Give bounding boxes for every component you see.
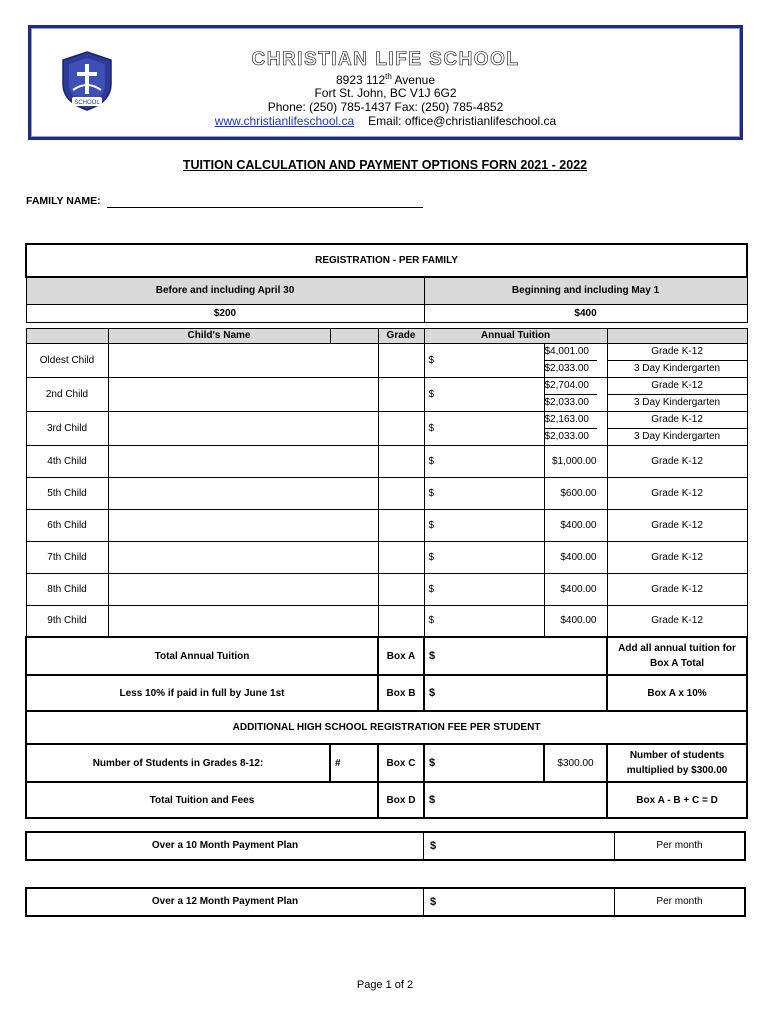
tuition-amount: $400.00 <box>544 541 607 573</box>
table-row <box>26 477 747 509</box>
tuition-amount: $400.00 <box>544 573 607 605</box>
website-link[interactable]: www.christianlifeschool.ca <box>214 114 355 128</box>
child-grade-input[interactable] <box>378 411 424 445</box>
child-name-input[interactable] <box>108 411 378 445</box>
plan-label: Over a 12 Month Payment Plan <box>27 889 424 915</box>
child-name-input[interactable] <box>108 377 378 411</box>
plan-label: Over a 10 Month Payment Plan <box>27 833 424 859</box>
tuition-input[interactable]: $ <box>424 509 544 541</box>
table-row <box>26 377 747 411</box>
box-c-note: Number of students multiplied by $300.00 <box>607 744 747 782</box>
child-name-input[interactable] <box>108 573 378 605</box>
tuition-input[interactable]: $ <box>424 477 544 509</box>
tuition-amount: $1,000.00 <box>544 445 607 477</box>
table-row <box>26 573 747 605</box>
child-label: 5th Child <box>26 477 108 509</box>
registration-title: REGISTRATION - PER FAMILY <box>26 244 747 277</box>
grade-type: Grade K-12 <box>607 445 747 477</box>
child-name-input[interactable] <box>108 541 378 573</box>
child-grade-input[interactable] <box>378 343 424 377</box>
high-school-fee-title: ADDITIONAL HIGH SCHOOL REGISTRATION FEE PER STUDENT <box>26 711 747 744</box>
child-grade-input[interactable] <box>378 509 424 541</box>
school-name: CHRISTIAN LIFE SCHOOL <box>251 49 520 70</box>
grade-type: 3 Day Kindergarten <box>633 362 721 374</box>
child-grade-input[interactable] <box>378 445 424 477</box>
tuition-amount: $2,033.00 <box>544 430 589 442</box>
table-row <box>26 541 747 573</box>
tuition-input[interactable]: $ <box>424 573 544 605</box>
child-name-input[interactable] <box>108 343 378 377</box>
child-name-input[interactable] <box>108 605 378 637</box>
table-row <box>26 675 747 711</box>
tuition-amount: $2,163.00 <box>545 412 597 429</box>
box-a-note: Add all annual tuition for Box A Total <box>607 637 747 675</box>
tuition-amount: $400.00 <box>544 509 607 541</box>
child-grade-input[interactable] <box>378 573 424 605</box>
child-name-input[interactable] <box>108 445 378 477</box>
email-text: Email: office@christianlifeschool.ca <box>368 114 557 128</box>
tuition-amount: $4,001.00 <box>545 344 597 361</box>
discount-label: Less 10% if paid in full by June 1st <box>26 675 378 711</box>
payment-plan-12-month <box>25 887 746 917</box>
grade-header: Grade <box>378 328 424 343</box>
grade-type: Grade K-12 <box>607 509 747 541</box>
box-c-input[interactable]: $ <box>424 744 544 782</box>
box-b-label: Box B <box>378 675 424 711</box>
child-grade-input[interactable] <box>378 541 424 573</box>
box-b-input[interactable]: $ <box>424 675 607 711</box>
family-name-label: FAMILY NAME: <box>26 195 101 207</box>
child-name-input[interactable] <box>108 509 378 541</box>
plan-amount-input[interactable]: $ <box>430 896 437 908</box>
document-title: TUITION CALCULATION AND PAYMENT OPTIONS FORN 2021 - 2022 <box>182 158 588 172</box>
beginning-may-amount: $400 <box>424 304 747 322</box>
annual-tuition-header: Annual Tuition <box>424 328 607 343</box>
grade-type: Grade K-12 <box>608 344 747 361</box>
students-grades-label: Number of Students in Grades 8-12: <box>26 744 330 782</box>
child-label: 4th Child <box>26 445 108 477</box>
tuition-table <box>25 243 748 819</box>
table-row <box>26 605 747 637</box>
child-label: 6th Child <box>26 509 108 541</box>
child-grade-input[interactable] <box>378 377 424 411</box>
table-row <box>26 782 747 818</box>
grade-type: Grade K-12 <box>607 477 747 509</box>
grade-type: Grade K-12 <box>607 605 747 637</box>
tuition-input[interactable]: $ <box>424 445 544 477</box>
grade-type: Grade K-12 <box>607 573 747 605</box>
grade-type: Grade K-12 <box>608 412 747 429</box>
box-c-label: Box C <box>378 744 424 782</box>
street-address: 8923 112th Avenue <box>336 72 435 87</box>
total-annual-label: Total Annual Tuition <box>26 637 378 675</box>
box-a-input[interactable]: $ <box>424 637 607 675</box>
tuition-amount: $600.00 <box>544 477 607 509</box>
tuition-input[interactable]: $ <box>424 605 544 637</box>
payment-plan-10-month <box>25 831 746 861</box>
tuition-input[interactable]: $ <box>424 343 544 377</box>
box-d-note: Box A - B + C = D <box>607 782 747 818</box>
tuition-amount: $2,033.00 <box>544 362 589 374</box>
phone-fax: Phone: (250) 785-1437 Fax: (250) 785-4852 <box>267 100 504 114</box>
table-row <box>26 343 747 377</box>
tuition-input[interactable]: $ <box>424 411 544 445</box>
child-name-input[interactable] <box>108 477 378 509</box>
table-row <box>26 445 747 477</box>
letterhead <box>28 25 743 140</box>
child-grade-input[interactable] <box>378 605 424 637</box>
table-row <box>26 637 747 675</box>
child-name-header: Child's Name <box>108 328 330 343</box>
box-a-label: Box A <box>378 637 424 675</box>
child-label: 8th Child <box>26 573 108 605</box>
grade-type: Grade K-12 <box>608 378 747 395</box>
box-d-input[interactable]: $ <box>424 782 607 818</box>
tuition-amount: $400.00 <box>544 605 607 637</box>
child-label: 2nd Child <box>26 377 108 411</box>
page-number: Page 1 of 2 <box>356 979 414 991</box>
students-count-input[interactable]: # <box>330 744 378 782</box>
tuition-input[interactable]: $ <box>424 541 544 573</box>
grade-type: 3 Day Kindergarten <box>633 396 721 408</box>
web-email-line <box>31 114 740 128</box>
tuition-input[interactable]: $ <box>424 377 544 411</box>
hs-fee-amount: $300.00 <box>544 744 607 782</box>
child-label: Oldest Child <box>26 343 108 377</box>
tuition-amount: $2,704.00 <box>545 378 597 395</box>
plan-per-month: Per month <box>614 889 744 915</box>
box-b-note: Box A x 10% <box>607 675 747 711</box>
plan-per-month: Per month <box>614 833 744 859</box>
child-label: 7th Child <box>26 541 108 573</box>
city-address: Fort St. John, BC V1J 6G2 <box>314 86 457 100</box>
before-april-label: Before and including April 30 <box>26 277 424 304</box>
svg-text:SCHOOL: SCHOOL <box>74 100 100 106</box>
table-row <box>26 744 747 782</box>
box-d-label: Box D <box>378 782 424 818</box>
grade-type: Grade K-12 <box>607 541 747 573</box>
beginning-may-label: Beginning and including May 1 <box>424 277 747 304</box>
total-fees-label: Total Tuition and Fees <box>26 782 378 818</box>
tuition-amount: $2,033.00 <box>544 396 589 408</box>
child-label: 9th Child <box>26 605 108 637</box>
child-grade-input[interactable] <box>378 477 424 509</box>
family-name-field[interactable] <box>107 207 423 208</box>
before-april-amount: $200 <box>26 304 424 322</box>
table-row <box>26 411 747 445</box>
grade-type: 3 Day Kindergarten <box>633 430 721 442</box>
plan-amount-input[interactable]: $ <box>430 840 437 852</box>
table-row <box>26 509 747 541</box>
child-label: 3rd Child <box>26 411 108 445</box>
